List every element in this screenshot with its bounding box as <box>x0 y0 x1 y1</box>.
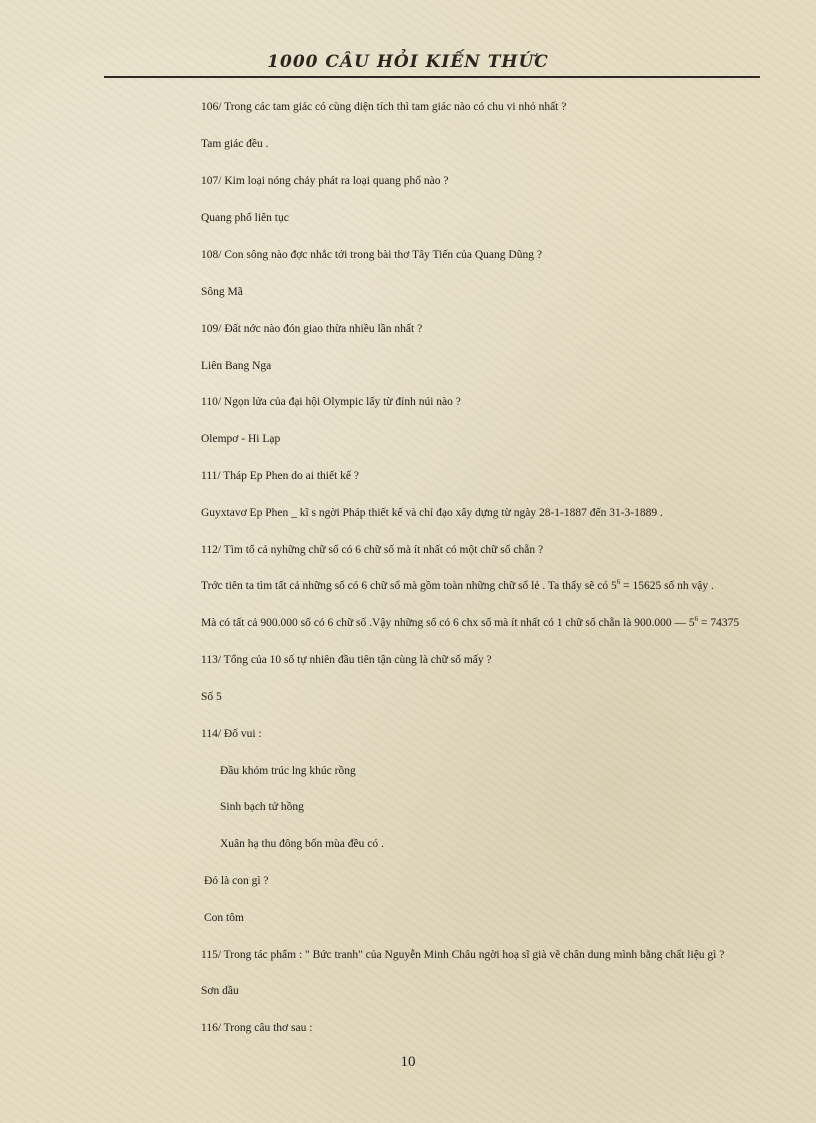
answer-106: Tam giác đều . <box>201 138 269 150</box>
question-115: 115/ Trong tác phẩm : " Bức tranh" của Nguyễn Minh Châu ngời hoạ sĩ già vẽ chân dung mình bằng chất liệu gì ? <box>201 949 725 961</box>
answer-112-text-a: Trớc tiên ta tìm tất cả những số có 6 chữ số mà gồm toàn những chữ số lẻ . Ta thấy sẽ có 5 <box>201 580 617 592</box>
answer-112-line-1 <box>201 579 714 593</box>
answer-114: Con tôm <box>204 912 244 924</box>
answer-111: Guyxtavơ Ep Phen _ kĩ s ngời Pháp thiết kế và chỉ đạo xây dựng từ ngày 28-1-1887 đến 31-3-1889 . <box>201 507 663 519</box>
answer-113: Số 5 <box>201 691 222 703</box>
answer-112-text-d: = 74375 <box>698 617 740 629</box>
answer-109: Liên Bang Nga <box>201 360 272 372</box>
question-113: 113/ Tổng của 10 số tự nhiên đầu tiên tận cùng là chữ số mấy ? <box>201 654 492 666</box>
question-106: 106/ Trong các tam giác có cùng diện tích thì tam giác nào có chu vi nhỏ nhất ? <box>201 101 567 113</box>
page-number: 10 <box>400 1054 416 1070</box>
answer-115: Sơn dầu <box>201 985 239 997</box>
question-114: 114/ Đố vui : <box>201 728 262 740</box>
question-108: 108/ Con sông nào đợc nhắc tới trong bài thơ Tây Tiến của Quang Dũng ? <box>201 249 542 261</box>
riddle-question: Đó là con gì ? <box>204 875 269 887</box>
answer-112-text-c: Mà có tất cả 900.000 số có 6 chữ số .Vậy những số có 6 chx số mà ít nhất có 1 chữ số chẵn là 900.000 — 5 <box>201 617 695 629</box>
question-112: 112/ Tìm tổ cả nyhững chữ số có 6 chữ số mà ít nhất có một chữ số chẵn ? <box>201 544 544 556</box>
riddle-line-2: Sinh bạch tử hồng <box>220 801 304 813</box>
answer-112-text-b: = 15625 số nh vậy . <box>620 580 714 592</box>
exponent: 6 <box>616 578 621 586</box>
riddle-line-1: Đầu khóm trúc lng khúc rồng <box>220 765 356 777</box>
riddle-line-3: Xuân hạ thu đông bốn mùa đều có . <box>220 838 384 850</box>
answer-112-line-2 <box>201 616 739 630</box>
answer-110: Olempơ - Hi Lạp <box>201 433 281 445</box>
question-107: 107/ Kim loại nóng chảy phát ra loại quang phổ nào ? <box>201 175 449 187</box>
header-title: 1000 CÂU HỎI KIẾN THỨC <box>267 52 549 72</box>
answer-107: Quang phổ liên tục <box>201 212 289 224</box>
answer-108: Sông Mã <box>201 286 243 298</box>
question-111: 111/ Tháp Ep Phen do ai thiết kế ? <box>201 470 359 482</box>
question-109: 109/ Đất nớc nào đón giao thừa nhiều lần nhất ? <box>201 323 423 335</box>
question-116: 116/ Trong câu thơ sau : <box>201 1022 313 1034</box>
question-110: 110/ Ngọn lửa của đại hội Olympic lấy từ đỉnh núi nào ? <box>201 396 461 408</box>
exponent: 6 <box>694 615 699 623</box>
header-divider <box>104 76 760 78</box>
